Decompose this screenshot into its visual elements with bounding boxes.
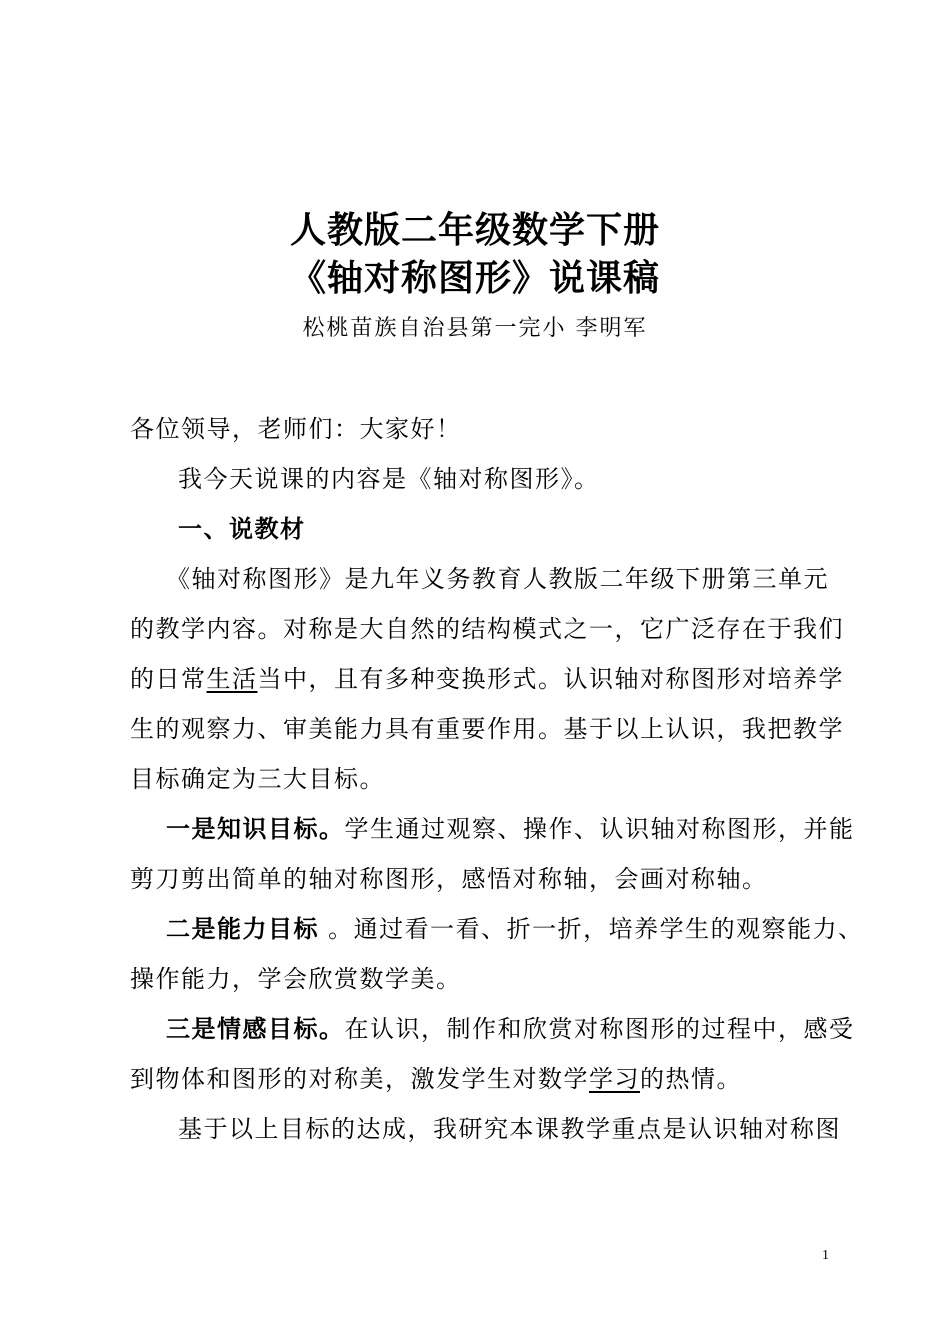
goal-ability-text: 。通过看一看、折一折，培养学生的观察能力、 xyxy=(319,915,864,943)
paragraph-1-line-1: 《轴对称图形》是九年义务教育人教版二年级下册第三单元 xyxy=(166,565,829,593)
link-life[interactable]: 生活 xyxy=(206,665,258,693)
goal-emotion-line-2-start: 到物体和图形的对称美，激发学生对数学 xyxy=(130,1065,589,1093)
document-title-line-2: 《轴对称图形》说课稿 xyxy=(289,257,660,299)
goal-knowledge-line-1 xyxy=(166,814,855,844)
document-title-line-1: 人教版二年级数学下册 xyxy=(289,209,660,251)
goal-ability-line-1 xyxy=(166,914,864,944)
paragraph-1-line-3-end: 当中，且有多种变换形式。认识轴对称图形对培养学 xyxy=(257,665,844,693)
paragraph-1-line-4: 生的观察力、审美能力具有重要作用。基于以上认识，我把教学 xyxy=(130,715,844,743)
document-author: 松桃苗族自治县第一完小 李明军 xyxy=(302,316,648,341)
paragraph-1-line-3 xyxy=(130,664,844,694)
link-learning[interactable]: 学习 xyxy=(589,1065,640,1093)
intro-sentence: 我今天说课的内容是《轴对称图形》。 xyxy=(178,465,600,493)
paragraph-last-line: 基于以上目标的达成，我研究本课教学重点是认识轴对称图 xyxy=(178,1115,841,1143)
goal-emotion-line-2 xyxy=(130,1064,742,1094)
goal-ability-line-2: 操作能力，学会欣赏数学美。 xyxy=(130,965,462,993)
goal-emotion-line-1 xyxy=(166,1014,855,1044)
paragraph-1-line-5: 目标确定为三大目标。 xyxy=(130,765,385,793)
goal-knowledge-text: 学生通过观察、操作、认识轴对称图形，并能 xyxy=(344,815,855,843)
page-number: 1 xyxy=(822,1248,829,1263)
paragraph-1-line-2: 的教学内容。对称是大自然的结构模式之一，它广泛存在于我们 xyxy=(130,615,844,643)
goal-knowledge-line-2: 剪刀剪出简单的轴对称图形，感悟对称轴，会画对称轴。 xyxy=(130,865,768,893)
greeting: 各位领导，老师们：大家好！ xyxy=(130,415,462,443)
goal-knowledge-label: 一是知识目标。 xyxy=(166,814,345,843)
goal-ability-label: 二是能力目标 xyxy=(166,914,319,943)
paragraph-1-line-3-start: 的日常 xyxy=(130,665,207,693)
section-heading-textbook: 一、说教材 xyxy=(178,514,306,543)
goal-emotion-text: 在认识，制作和欣赏对称图形的过程中，感受 xyxy=(344,1015,855,1043)
goal-emotion-label: 三是情感目标。 xyxy=(166,1014,345,1043)
goal-emotion-line-2-end: 的热情。 xyxy=(640,1065,742,1093)
